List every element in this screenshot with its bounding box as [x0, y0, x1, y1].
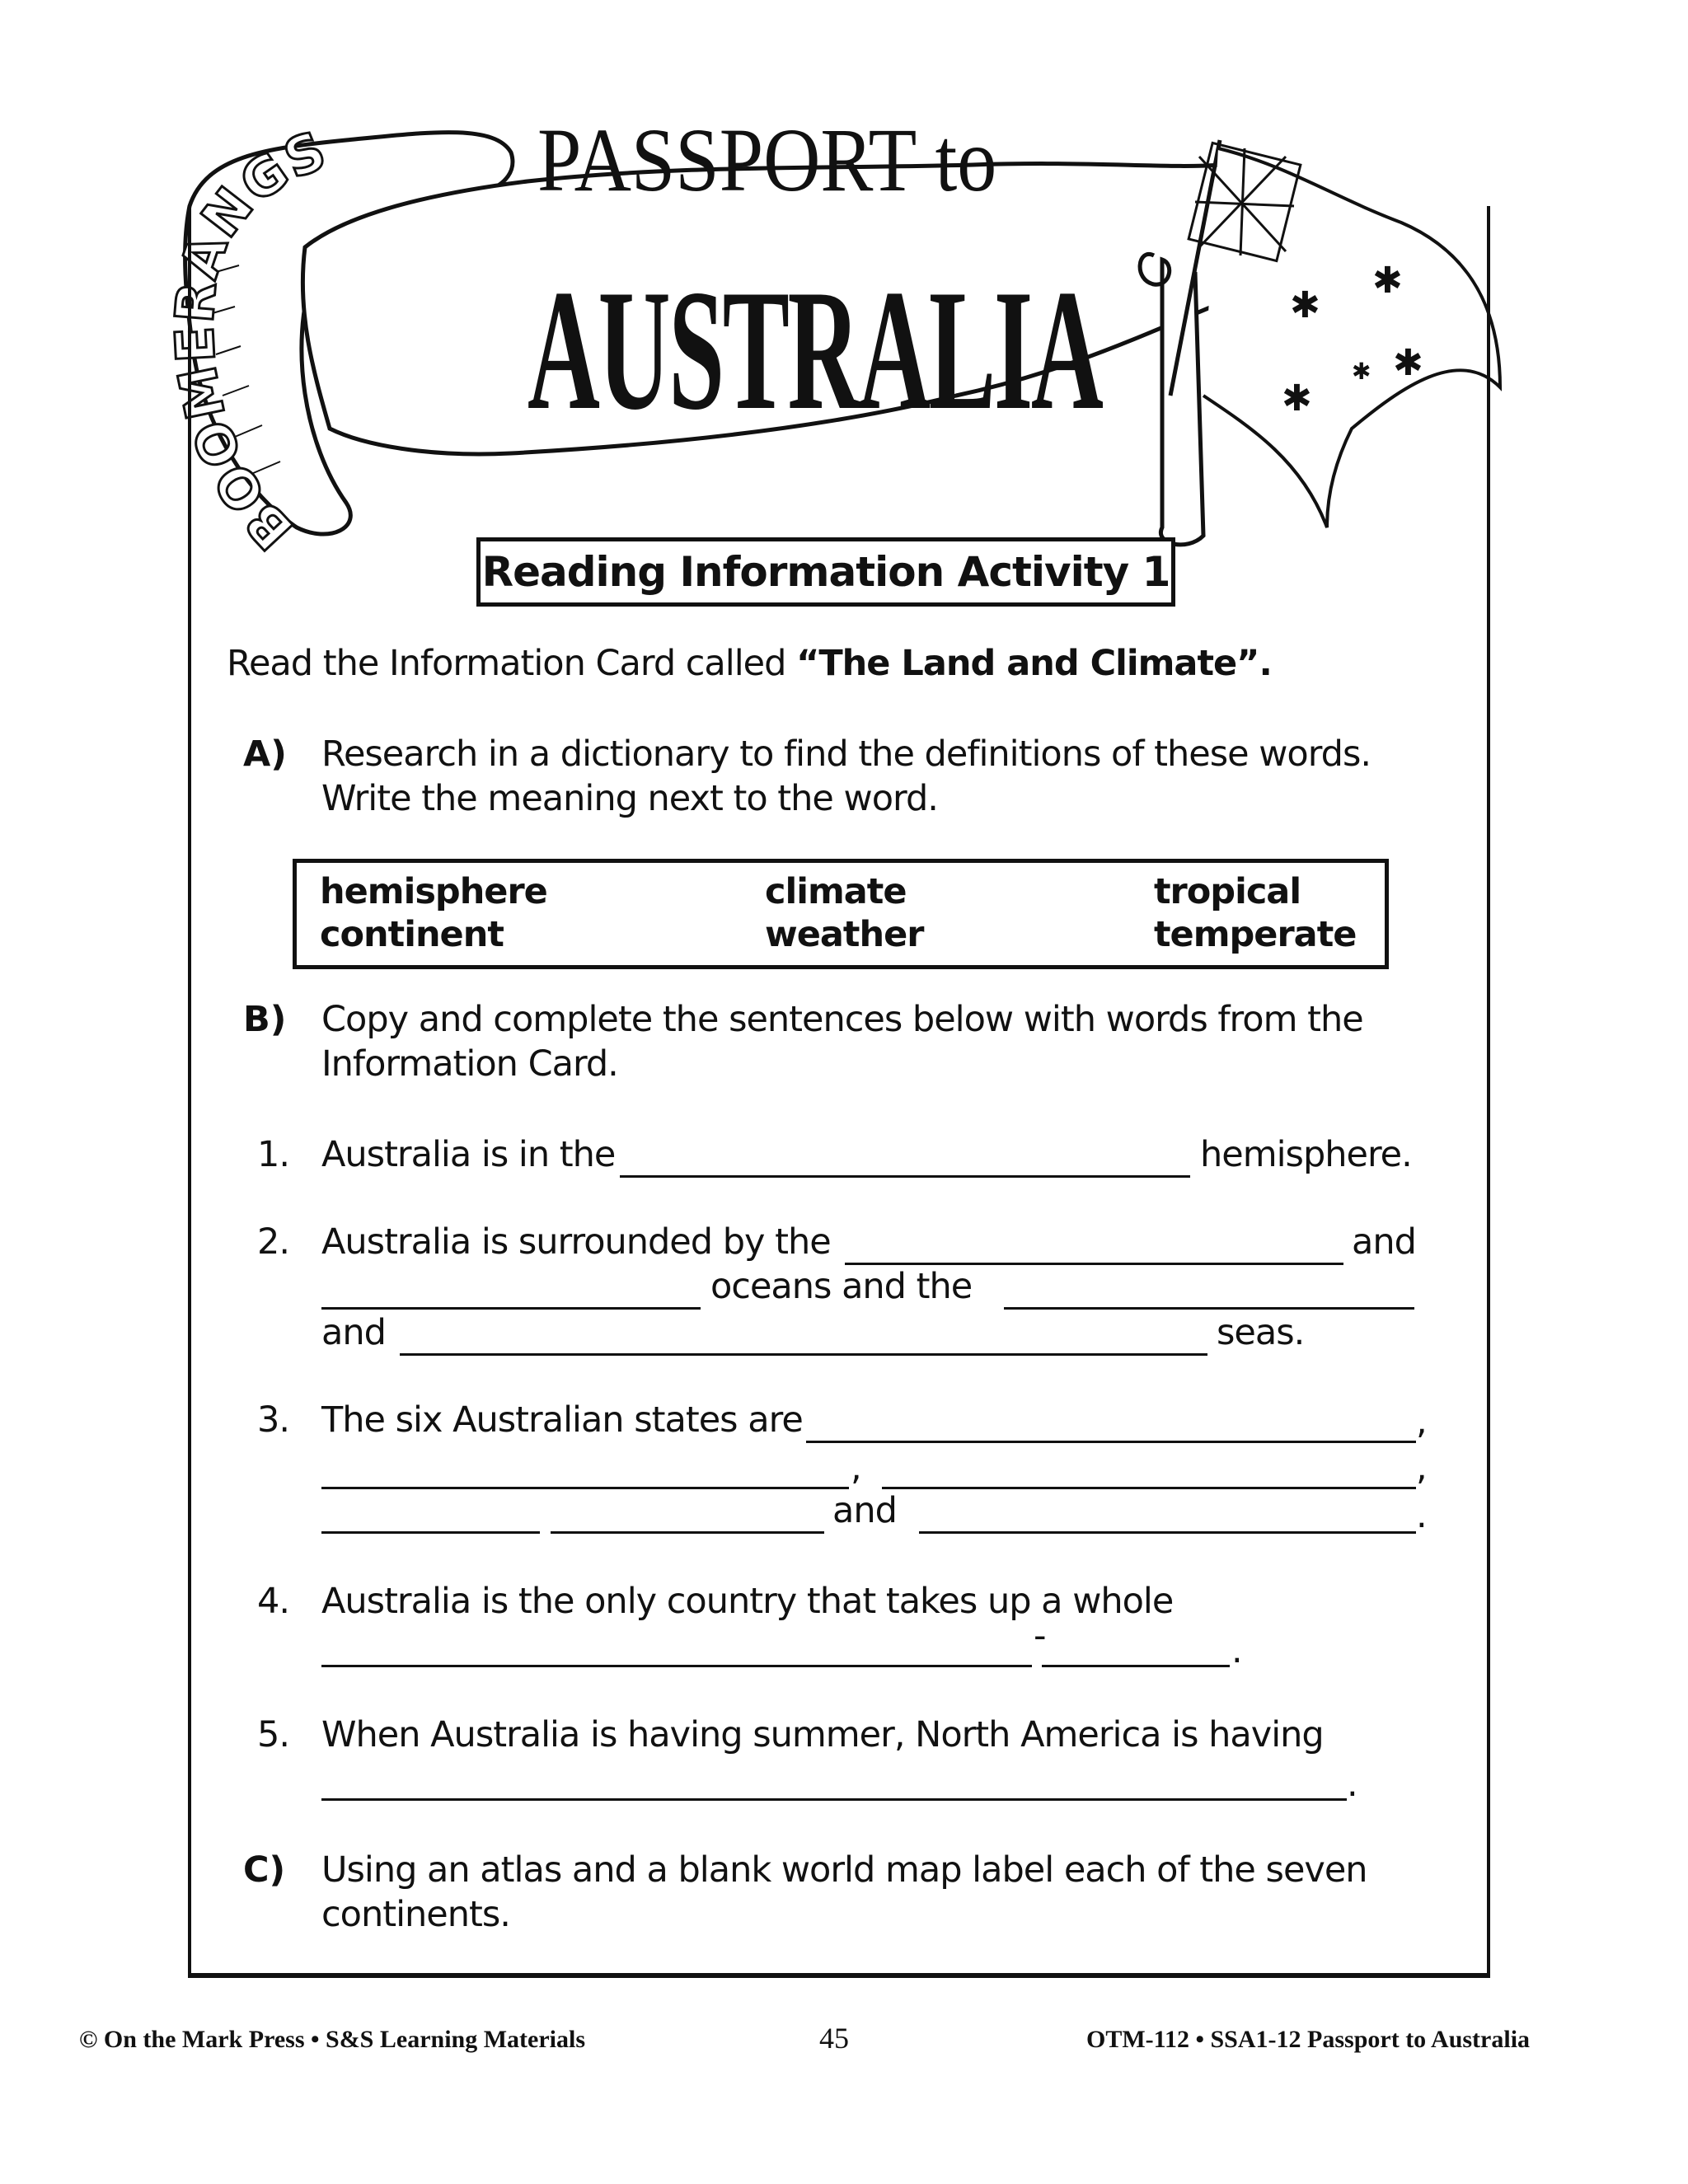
section-a-line2: Write the meaning next to the word.	[321, 778, 938, 819]
item-5-period: .	[1347, 1764, 1358, 1805]
section-b-line1: Copy and complete the sentences below with words from the	[321, 999, 1363, 1040]
title-australia: AUSTRALIA	[528, 255, 1102, 446]
page-number: 45	[819, 2022, 849, 2055]
vocab-word: climate	[765, 871, 907, 912]
section-c-line1: Using an atlas and a blank world map label each of the seven	[321, 1849, 1367, 1891]
title-passport-to: PASSPORT to	[537, 109, 997, 211]
item-2-blank-2[interactable]	[321, 1307, 701, 1310]
item-2-and: and	[1352, 1221, 1416, 1263]
item-1-text-after: hemisphere.	[1200, 1134, 1412, 1175]
item-2-number: 2.	[257, 1221, 290, 1263]
item-4-hyphen: -	[1034, 1615, 1047, 1657]
item-2-and-2: and	[321, 1312, 386, 1353]
item-3-blank-1[interactable]	[806, 1441, 1416, 1443]
item-2-blank-1[interactable]	[845, 1263, 1343, 1265]
item-4-blank-1[interactable]	[321, 1665, 1032, 1667]
svg-text:✱: ✱	[1282, 377, 1312, 419]
section-c-line2: continents.	[321, 1894, 510, 1935]
svg-text:✱: ✱	[1290, 284, 1320, 326]
item-3-period: .	[1416, 1495, 1428, 1536]
section-b-label: B)	[243, 999, 287, 1040]
item-5-blank[interactable]	[321, 1798, 1347, 1801]
svg-text:✱: ✱	[1352, 358, 1372, 385]
section-a-line1: Research in a dictionary to find the definitions of these words.	[321, 733, 1372, 775]
intro-period: .	[1259, 643, 1272, 684]
footer-copyright: © On the Mark Press • S&S Learning Materials	[79, 2026, 585, 2053]
info-card-title: “The Land and Climate”	[796, 643, 1259, 684]
item-4-period: .	[1231, 1630, 1243, 1671]
item-1-text: Australia is in the	[321, 1134, 616, 1175]
item-2-mid-text: oceans and the	[710, 1266, 973, 1307]
intro-instruction	[227, 643, 1272, 684]
svg-text:✱: ✱	[1372, 260, 1403, 302]
item-3-blank-3[interactable]	[882, 1487, 1416, 1489]
item-3-comma-2: ,	[851, 1447, 862, 1488]
vocab-word: continent	[320, 914, 504, 955]
item-3-blank-6[interactable]	[919, 1531, 1416, 1534]
item-2-text-end: seas.	[1217, 1312, 1305, 1353]
svg-text:✱: ✱	[1393, 342, 1423, 384]
item-4-number: 4.	[257, 1581, 290, 1622]
intro-text: Read the Information Card called	[227, 643, 797, 684]
content-frame	[188, 206, 1490, 1978]
svg-text:BOOMERANGS: BOOMERANGS	[164, 120, 336, 561]
item-3-number: 3.	[257, 1399, 290, 1441]
section-a-label: A)	[243, 733, 287, 775]
item-2-blank-3[interactable]	[1004, 1307, 1414, 1310]
item-3-blank-2[interactable]	[321, 1487, 849, 1489]
section-c-label: C)	[243, 1849, 286, 1891]
vocab-word: hemisphere	[320, 871, 547, 912]
item-1-number: 1.	[257, 1134, 290, 1175]
footer-product-code: OTM-112 • SSA1-12 Passport to Australia	[1086, 2026, 1531, 2053]
item-5-text: When Australia is having summer, North America is having	[321, 1714, 1324, 1755]
item-3-and: and	[832, 1490, 897, 1531]
activity-title: Reading Information Activity 1	[476, 537, 1175, 607]
item-3-blank-5[interactable]	[551, 1531, 824, 1534]
item-3-comma-1: ,	[1416, 1401, 1428, 1442]
vocabulary-word-box	[293, 859, 1389, 969]
section-b-line2: Information Card.	[321, 1043, 618, 1085]
vocab-word: temperate	[1154, 914, 1357, 955]
item-4-blank-2[interactable]	[1042, 1665, 1230, 1667]
item-2-text: Australia is surrounded by the	[321, 1221, 831, 1263]
item-3-text: The six Australian states are	[321, 1399, 803, 1441]
item-2-blank-4[interactable]	[400, 1353, 1207, 1356]
item-4-text: Australia is the only country that takes up a whole	[321, 1581, 1174, 1622]
item-1-blank[interactable]	[620, 1175, 1190, 1178]
item-3-comma-3: ,	[1416, 1447, 1428, 1488]
vocab-word: weather	[765, 914, 924, 955]
item-5-number: 5.	[257, 1714, 290, 1755]
vocab-word: tropical	[1154, 871, 1301, 912]
item-3-blank-4[interactable]	[321, 1531, 540, 1534]
